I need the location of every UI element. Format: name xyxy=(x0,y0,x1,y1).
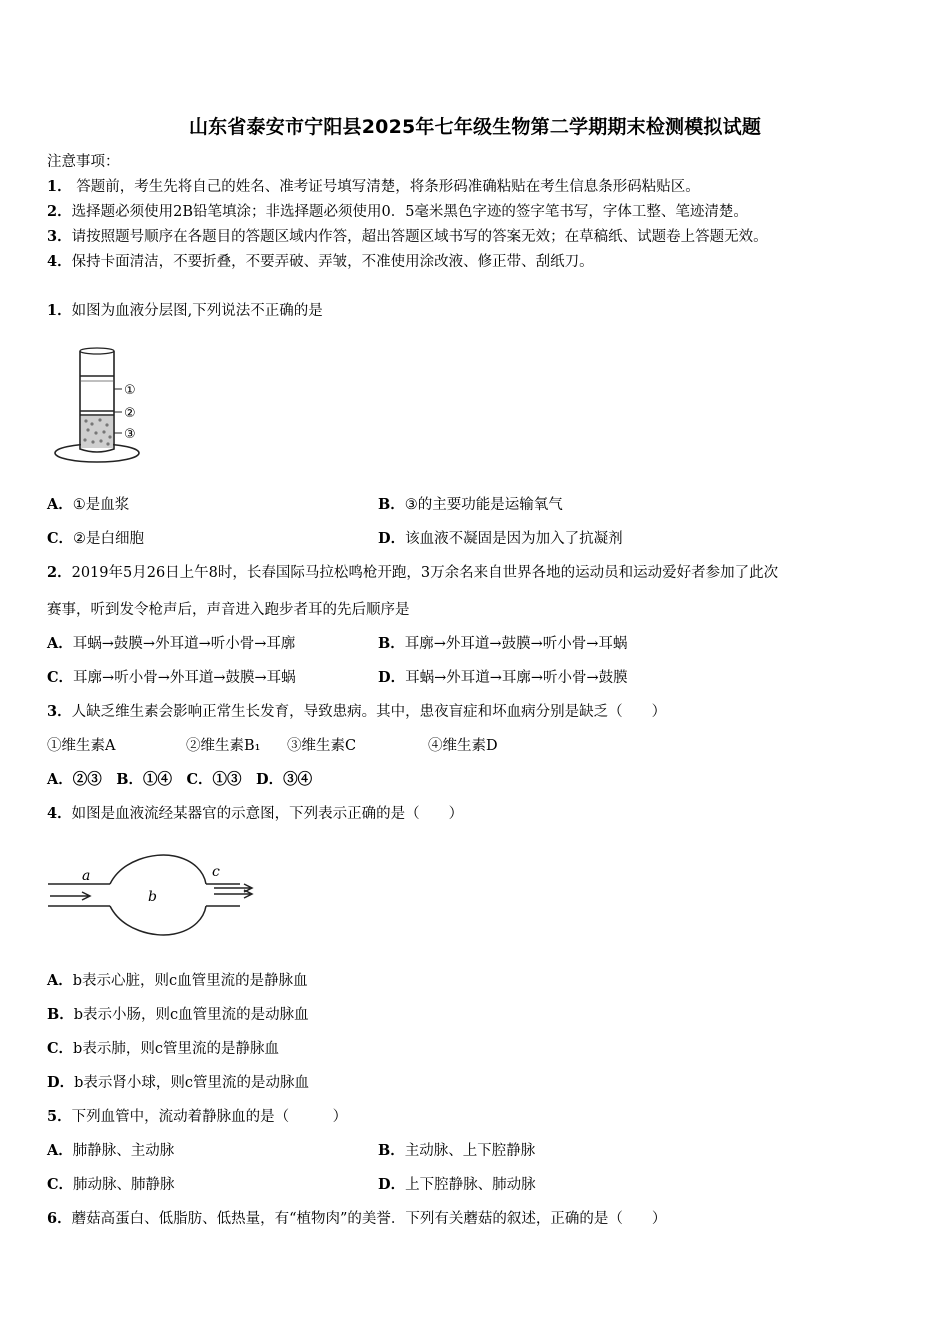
item-label: 5． xyxy=(47,1108,72,1125)
q3-item-1: ①维生素A xyxy=(47,738,116,754)
label-3: ③ xyxy=(124,427,136,442)
item-label: A． xyxy=(47,1142,73,1159)
q6-stem: 6．蘑菇高蛋白、低脂肪、低热量，有“植物肉”的美誉．下列有关蘑菇的叙述，正确的是（ ） xyxy=(47,1210,667,1227)
q3-stem: 3．人缺乏维生素会影响正常生长发育，导致患病。其中，患夜盲症和坏血病分别是缺乏（ ） xyxy=(47,703,667,720)
item-label: B． xyxy=(378,1142,405,1159)
q5-option-b: B．主动脉、上下腔静脉 xyxy=(378,1142,536,1159)
q1-option-d: D．该血液不凝固是因为加入了抗凝剂 xyxy=(378,530,623,547)
q2-option-b: B．耳廓→外耳道→鼓膜→听小骨→耳蜗 xyxy=(378,635,628,652)
item-label: C． xyxy=(47,669,74,686)
inflow-arrow xyxy=(50,892,90,900)
label-a: a xyxy=(82,868,91,884)
organ-blood-flow-figure xyxy=(44,850,264,940)
label-2: ② xyxy=(124,406,136,421)
item-label: 3． xyxy=(47,703,72,720)
label-c: c xyxy=(212,864,220,880)
q4-stem: 4．如图是血液流经某器官的示意图，下列表示正确的是（ ） xyxy=(47,805,464,822)
item-label: D． xyxy=(47,1074,75,1091)
item-label: B． xyxy=(378,635,405,652)
item-label: 4． xyxy=(47,805,72,822)
red-cell-layer xyxy=(81,416,113,448)
item-label: A． xyxy=(47,635,73,652)
item-label: 2． xyxy=(47,203,72,220)
notice-item: 1． 答题前，考生先将自己的姓名、准考证号填写清楚，将条形码准确粘贴在考生信息条形码粘贴区。 xyxy=(47,178,700,195)
item-label: D． xyxy=(378,1176,406,1193)
item-label: 4． xyxy=(47,253,72,270)
q2-stem-line1: 2．2019年5月26日上午8时，长春国际马拉松鸣枪开跑，3万余名来自世界各地的运动员和运动爱好者参加了此次 xyxy=(47,564,779,581)
page-title: 山东省泰安市宁阳县2025年七年级生物第二学期期末检测模拟试题 xyxy=(188,116,762,138)
label-b: b xyxy=(148,889,157,905)
q2-stem-line2: 赛事，听到发令枪声后，声音进入跑步者耳的先后顺序是 xyxy=(47,602,410,618)
organ-b xyxy=(110,855,206,935)
notice-item: 4．保持卡面清洁，不要折叠，不要弄破、弄皱，不准使用涂改液、修正带、刮纸刀。 xyxy=(47,253,594,270)
q4-option-d: D．b表示肾小球，则c管里流的是动脉血 xyxy=(47,1074,309,1091)
item-label: 3． xyxy=(47,228,72,245)
q3-item-3: ③维生素C xyxy=(287,738,357,754)
notice-item: 3．请按照题号顺序在各题目的答题区域内作答，超出答题区域书写的答案无效；在草稿纸、试题卷上答题无效。 xyxy=(47,228,768,245)
item-label: C． xyxy=(47,530,74,547)
q5-option-a: A．肺静脉、主动脉 xyxy=(47,1142,175,1159)
q5-option-d: D．上下腔静脉、肺动脉 xyxy=(378,1176,536,1193)
notice-item: 2．选择题必须使用2B铅笔填涂；非选择题必须使用0．5毫米黑色字迹的签字笔书写，字体工整、笔迹清楚。 xyxy=(47,203,748,220)
item-label: 6． xyxy=(47,1210,72,1227)
item-label: B． xyxy=(378,496,405,513)
q4-option-c: C．b表示肺，则c管里流的是静脉血 xyxy=(47,1040,279,1057)
q3-item-2: ②维生素B₁ xyxy=(186,738,261,754)
q2-option-c: C．耳廓→听小骨→外耳道→鼓膜→耳蜗 xyxy=(47,669,296,686)
item-label: 1． xyxy=(47,178,72,195)
q1-option-a: A．①是血浆 xyxy=(47,496,130,513)
item-label: 1． xyxy=(47,302,72,319)
label-1: ① xyxy=(124,383,136,398)
q3-options: A．②③ B．①④ C．①③ D．③④ xyxy=(47,771,313,788)
q1-stem: 1．如图为血液分层图,下列说法不正确的是 xyxy=(47,302,323,319)
item-label: D． xyxy=(378,669,406,686)
q3-item-4: ④维生素D xyxy=(428,738,498,754)
q2-option-d: D．耳蜗→外耳道→耳廓→听小骨→鼓膜 xyxy=(378,669,628,686)
q4-option-b: B．b表示小肠，则c血管里流的是动脉血 xyxy=(47,1006,309,1023)
q1-option-b: B．③的主要功能是运输氧气 xyxy=(378,496,563,513)
item-label: 2． xyxy=(47,564,72,581)
item-label: A． xyxy=(47,496,73,513)
item-label: D． xyxy=(378,530,406,547)
q4-option-a: A．b表示心脏，则c血管里流的是静脉血 xyxy=(47,972,308,989)
item-label: C． xyxy=(47,1040,74,1057)
q1-option-c: C．②是白细胞 xyxy=(47,530,145,547)
q5-stem: 5．下列血管中，流动着静脉血的是（ ） xyxy=(47,1108,348,1125)
q2-option-a: A．耳蜗→鼓膜→外耳道→听小骨→耳廓 xyxy=(47,635,296,652)
q5-option-c: C．肺动脉、肺静脉 xyxy=(47,1176,175,1193)
blood-layers-figure xyxy=(50,345,170,470)
item-label: C． xyxy=(47,1176,74,1193)
item-label: A． xyxy=(47,972,73,989)
notice-heading: 注意事项： xyxy=(47,154,120,170)
item-label: B． xyxy=(47,1006,74,1023)
